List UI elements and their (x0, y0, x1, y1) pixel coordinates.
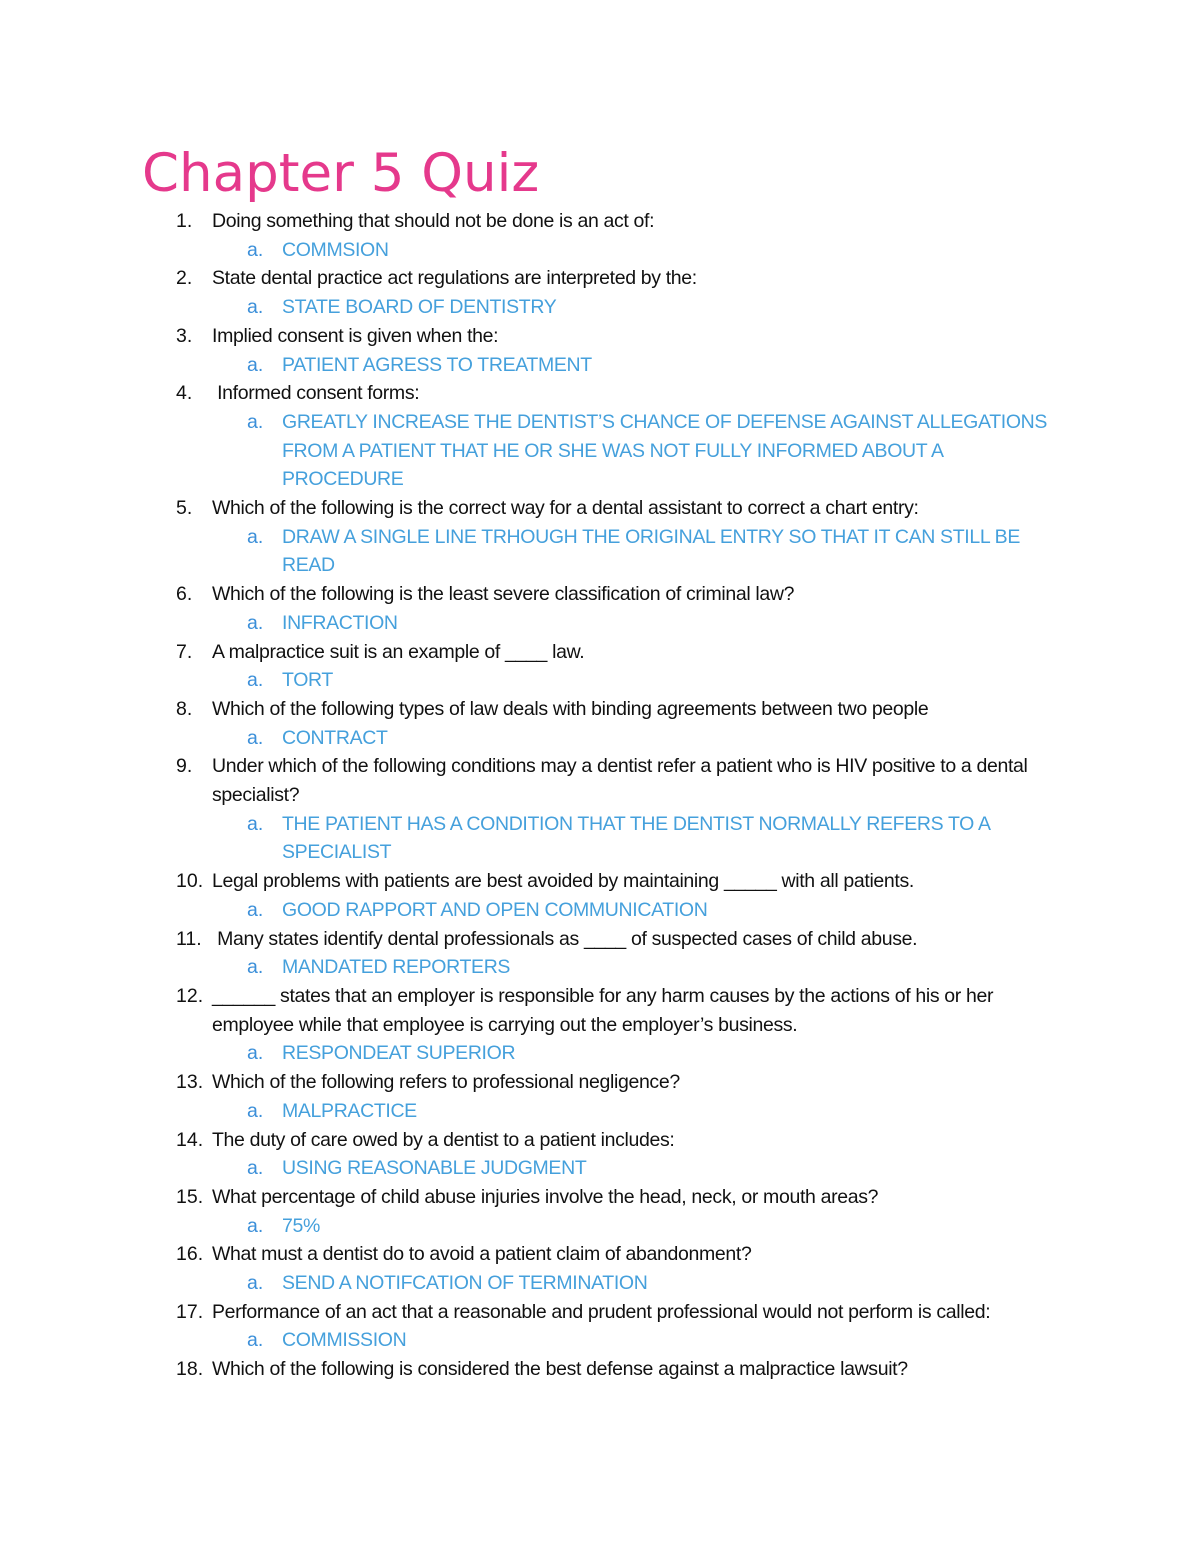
question-number: 15. (176, 1185, 204, 1208)
question-number: 14. (176, 1128, 204, 1151)
quiz-question (0, 1355, 1200, 1384)
answer-text: DRAW A SINGLE LINE TRHOUGH THE ORIGINAL ENTRY SO THAT IT CAN STILL BE READ (282, 525, 1020, 577)
quiz-question (0, 322, 1200, 379)
answer-letter: a. (247, 611, 264, 634)
question-number: 12. (176, 984, 204, 1007)
answer-item (0, 236, 1200, 265)
quiz-question (0, 1240, 1200, 1297)
question-text: The duty of care owed by a dentist to a patient includes: (212, 1128, 675, 1151)
question-number: 11. (176, 927, 202, 950)
quiz-question (0, 1298, 1200, 1355)
question-number: 2. (176, 267, 193, 290)
quiz-question (0, 264, 1200, 321)
quiz-question (0, 695, 1200, 752)
question-number: 8. (176, 697, 193, 720)
answer-text: COMMSION (282, 238, 389, 261)
question-number: 13. (176, 1071, 204, 1094)
page-title: Chapter 5 Quiz (142, 143, 540, 204)
answer-letter: a. (247, 956, 264, 979)
quiz-question (0, 867, 1200, 924)
answer-text: CONTRACT (282, 726, 388, 749)
question-text: Many states identify dental professionals as ____ of suspected cases of child abuse. (212, 927, 918, 950)
question-text: Doing something that should not be done is an act of: (212, 210, 655, 232)
answer-text: PATIENT AGRESS TO TREATMENT (282, 353, 592, 376)
answer-letter: a. (247, 238, 264, 261)
quiz-question (0, 1068, 1200, 1125)
answer-text: MALPRACTICE (282, 1099, 417, 1122)
quiz-question-list (0, 207, 1200, 1384)
answer-text: INFRACTION (282, 611, 398, 634)
question-text: Which of the following is the correct way for a dental assistant to correct a chart entry: (212, 497, 919, 520)
quiz-question (0, 1126, 1200, 1183)
answer-text: 75% (282, 1214, 320, 1237)
answer-item (0, 293, 1200, 322)
answer-text: USING REASONABLE JUDGMENT (282, 1157, 587, 1180)
question-text: A malpractice suit is an example of ____ law. (212, 640, 585, 663)
question-text: Legal problems with patients are best avoided by maintaining _____ with all patients. (212, 870, 914, 893)
question-number: 18. (176, 1358, 204, 1381)
quiz-question (0, 494, 1200, 580)
question-text: Performance of an act that a reasonable and prudent professional would not perform is called: (212, 1300, 991, 1323)
question-text: Which of the following types of law deals with binding agreements between two people (212, 697, 929, 720)
answer-text: GOOD RAPPORT AND OPEN COMMUNICATION (282, 898, 708, 921)
answer-letter: a. (247, 1099, 264, 1122)
answer-item (0, 408, 1200, 494)
quiz-question (0, 925, 1200, 982)
question-number: 10. (176, 870, 204, 893)
question-text: Implied consent is given when the: (212, 324, 499, 347)
quiz-question (0, 1183, 1200, 1240)
answer-letter: a. (247, 669, 264, 692)
question-number: 4. (176, 382, 193, 405)
answer-text: THE PATIENT HAS A CONDITION THAT THE DENTIST NORMALLY REFERS TO A SPECIALIST (282, 812, 990, 864)
answer-letter: a. (247, 812, 264, 835)
answer-letter: a. (247, 1214, 264, 1237)
quiz-question (0, 207, 1200, 264)
question-text: Under which of the following conditions may a dentist refer a patient who is HIV positive to a dental specialist? (212, 755, 1033, 807)
answer-item (0, 896, 1200, 925)
answer-letter: a. (247, 525, 264, 548)
answer-item (0, 1269, 1200, 1298)
quiz-question (0, 580, 1200, 637)
answer-text: GREATLY INCREASE THE DENTIST’S CHANCE OF DEFENSE AGAINST ALLEGATIONS FROM A PATIENT THAT HE OR SHE WAS NOT FULLY INFORMED ABOUT A PROCEDURE (282, 410, 1048, 491)
answer-letter: a. (247, 898, 264, 921)
question-number: 6. (176, 583, 193, 606)
answer-letter: a. (247, 1329, 264, 1352)
question-text: State dental practice act regulations are interpreted by the: (212, 267, 697, 290)
quiz-question (0, 379, 1200, 494)
question-text: ______ states that an employer is responsible for any harm causes by the actions of his or her employee while that employee is carrying out the employer’s business. (212, 984, 999, 1036)
answer-letter: a. (247, 410, 264, 433)
answer-item (0, 666, 1200, 695)
quiz-question (0, 982, 1200, 1068)
answer-item (0, 810, 1200, 867)
answer-text: MANDATED REPORTERS (282, 956, 511, 979)
answer-item (0, 609, 1200, 638)
question-text: What percentage of child abuse injuries involve the head, neck, or mouth areas? (212, 1185, 879, 1208)
answer-text: RESPONDEAT SUPERIOR (282, 1042, 516, 1065)
answer-item (0, 523, 1200, 580)
question-number: 3. (176, 324, 193, 347)
question-number: 5. (176, 497, 193, 520)
question-text: Which of the following refers to professional negligence? (212, 1071, 680, 1094)
question-text: What must a dentist do to avoid a patient claim of abandonment? (212, 1243, 752, 1266)
answer-item (0, 351, 1200, 380)
question-text: Which of the following is considered the best defense against a malpractice lawsuit? (212, 1358, 908, 1381)
quiz-question (0, 638, 1200, 695)
answer-letter: a. (247, 296, 264, 319)
answer-letter: a. (247, 1042, 264, 1065)
answer-text: SEND A NOTIFCATION OF TERMINATION (282, 1272, 648, 1295)
answer-item (0, 953, 1200, 982)
answer-item (0, 1039, 1200, 1068)
answer-item (0, 1326, 1200, 1355)
answer-letter: a. (247, 1157, 264, 1180)
quiz-question (0, 752, 1200, 867)
answer-item (0, 724, 1200, 753)
answer-item (0, 1212, 1200, 1241)
question-text: Informed consent forms: (212, 382, 420, 405)
question-number: 16. (176, 1243, 204, 1266)
question-number: 17. (176, 1300, 204, 1323)
question-number: 9. (176, 755, 193, 778)
answer-text: STATE BOARD OF DENTISTRY (282, 296, 557, 319)
answer-item (0, 1154, 1200, 1183)
question-text: Which of the following is the least severe classification of criminal law? (212, 583, 795, 606)
answer-letter: a. (247, 726, 264, 749)
answer-text: TORT (282, 669, 333, 692)
answer-letter: a. (247, 353, 264, 376)
answer-text: COMMISSION (282, 1329, 407, 1352)
question-number: 7. (176, 640, 193, 663)
question-number: 1. (176, 210, 193, 232)
answer-item (0, 1097, 1200, 1126)
answer-letter: a. (247, 1272, 264, 1295)
